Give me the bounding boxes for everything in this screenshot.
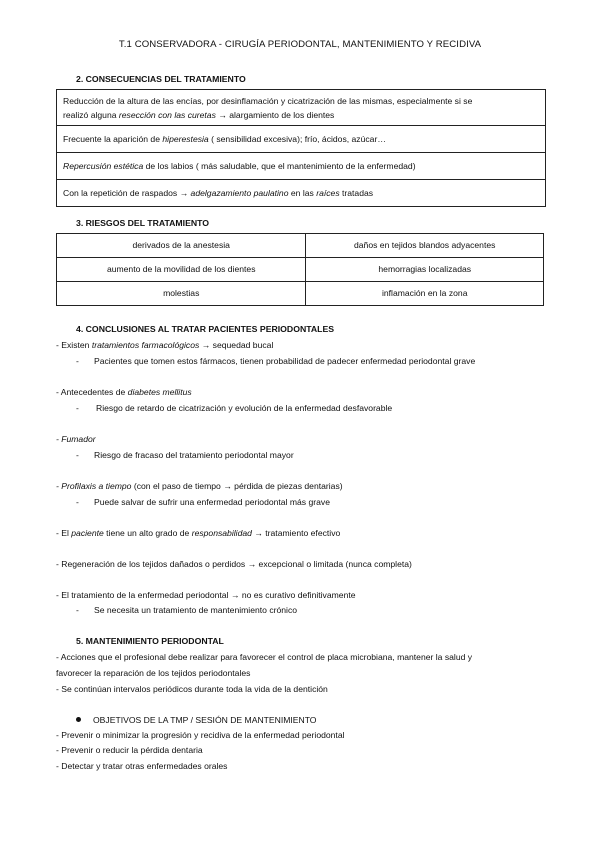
conclusion-diabetes — [56, 388, 192, 397]
text: Con la repetición de raspados → — [63, 188, 191, 198]
section-5-heading: 5. MANTENIMIENTO PERIODONTAL — [76, 636, 224, 646]
conclusion-not-curative: - El tratamiento de la enfermedad periodontal → no es curativo definitivamente — [56, 590, 356, 600]
conclusion-regeneration: - Regeneración de los tejidos dañados o perdidos → excepcional o limitada (nunca completa) — [56, 559, 412, 569]
document-title: T.1 CONSERVADORA - CIRUGÍA PERIODONTAL, MANTENIMIENTO Y RECIDIVA — [118, 39, 482, 50]
conclusion-responsibility — [56, 529, 340, 538]
section-3-heading: 3. RIESGOS DEL TRATAMIENTO — [76, 218, 210, 228]
conclusion-smoker-detail: Riesgo de fracaso del tratamiento periodontal mayor — [94, 450, 294, 460]
table-cell: molestias — [57, 282, 306, 306]
emphasis: hiperestesia — [162, 134, 209, 144]
text: → tratamiento efectivo — [251, 528, 341, 538]
table-cell: daños en tejidos blandos adyacentes — [306, 234, 544, 258]
emphasis: diabetes mellitus — [127, 387, 192, 397]
objectives-heading — [76, 716, 316, 725]
table-row — [57, 258, 544, 282]
conclusion-diabetes-detail: Riesgo de retardo de cicatrización y evolución de la enfermedad desfavorable — [96, 403, 393, 413]
risks-table — [56, 233, 544, 306]
objective-2: - Prevenir o reducir la pérdida dentaria — [56, 745, 203, 755]
text: en las — [288, 188, 317, 198]
emphasis: Repercusión estética — [63, 161, 144, 171]
section-2-heading: 2. CONSECUENCIAS DEL TRATAMIENTO — [76, 74, 246, 84]
table-cell: derivados de la anestesia — [57, 234, 306, 258]
conclusion-not-curative-detail: Se necesita un tratamiento de mantenimiento crónico — [94, 605, 298, 615]
consequence-row-2 — [57, 125, 545, 152]
bullet-icon — [76, 717, 81, 722]
sub-dash: - — [76, 605, 79, 615]
text: Frecuente la aparición de — [63, 134, 163, 144]
table-row — [57, 234, 544, 258]
objective-1: - Prevenir o minimizar la progresión y recidiva de la enfermedad periodontal — [56, 730, 345, 740]
text: → sequedad bucal — [199, 340, 274, 350]
conclusion-pharma — [56, 341, 273, 350]
emphasis: tratamientos farmacológicos — [91, 340, 200, 350]
maintenance-line-3: - Se continúan intervalos periódicos durante toda la vida de la dentición — [56, 684, 328, 694]
emphasis: paciente — [71, 528, 104, 538]
text: - Antecedentes de — [56, 387, 128, 397]
text: OBJETIVOS DE LA TMP / SESIÓN DE MANTENIMIENTO — [93, 715, 317, 725]
consequence-row-1 — [57, 90, 545, 125]
emphasis: adelgazamiento paulatino — [190, 188, 289, 198]
emphasis: resección con las curetas — [118, 110, 216, 120]
sub-dash: - — [76, 497, 79, 507]
emphasis: responsabilidad — [191, 528, 252, 538]
table-row — [57, 282, 544, 306]
text: realizó alguna — [63, 110, 119, 120]
emphasis: raíces — [316, 188, 340, 198]
text: de los labios ( más saludable, que el mantenimiento de la enfermedad) — [143, 161, 416, 171]
section-4-heading: 4. CONCLUSIONES AL TRATAR PACIENTES PERIODONTALES — [76, 324, 335, 334]
text: → alargamiento de los dientes — [215, 110, 335, 120]
consequence-1-line-2 — [63, 108, 539, 122]
conclusion-pharma-detail: Pacientes que tomen estos fármacos, tienen probabilidad de padecer enfermedad periodontal grave — [94, 356, 476, 366]
table-cell: inflamación en la zona — [306, 282, 544, 306]
sub-dash: - — [76, 450, 79, 460]
text: - Existen — [56, 340, 92, 350]
sub-dash: - — [76, 403, 79, 413]
maintenance-line-2: favorecer la reparación de los tejidos periodontales — [56, 668, 251, 678]
consequence-row-4 — [57, 179, 545, 206]
sub-dash: - — [76, 356, 79, 366]
conclusion-prophylaxis-detail: Puede salvar de sufrir una enfermedad periodontal más grave — [94, 497, 330, 507]
text: tratadas — [339, 188, 374, 198]
emphasis: - Profilaxis a tiempo — [56, 481, 132, 491]
table-cell: aumento de la movilidad de los dientes — [57, 258, 306, 282]
text: - El — [56, 528, 72, 538]
consequence-row-3 — [57, 152, 545, 179]
maintenance-line-1: - Acciones que el profesional debe realizar para favorecer el control de placa microbiana, mantener la salud y — [56, 652, 473, 662]
consequences-table — [56, 89, 546, 207]
text: (con el paso de tiempo → pérdida de piezas dentarias) — [131, 481, 343, 491]
objective-3: - Detectar y tratar otras enfermedades orales — [56, 761, 228, 771]
text: ( sensibilidad excesiva); frío, ácidos, azúcar… — [208, 134, 386, 144]
conclusion-smoker: - Fumador — [56, 434, 96, 444]
table-cell: hemorragias localizadas — [306, 258, 544, 282]
consequence-1-line-1: Reducción de la altura de las encías, por desinflamación y cicatrización de las mismas, especialmente si se — [63, 96, 473, 106]
text: tiene un alto grado de — [103, 528, 192, 538]
conclusion-prophylaxis — [56, 482, 343, 491]
